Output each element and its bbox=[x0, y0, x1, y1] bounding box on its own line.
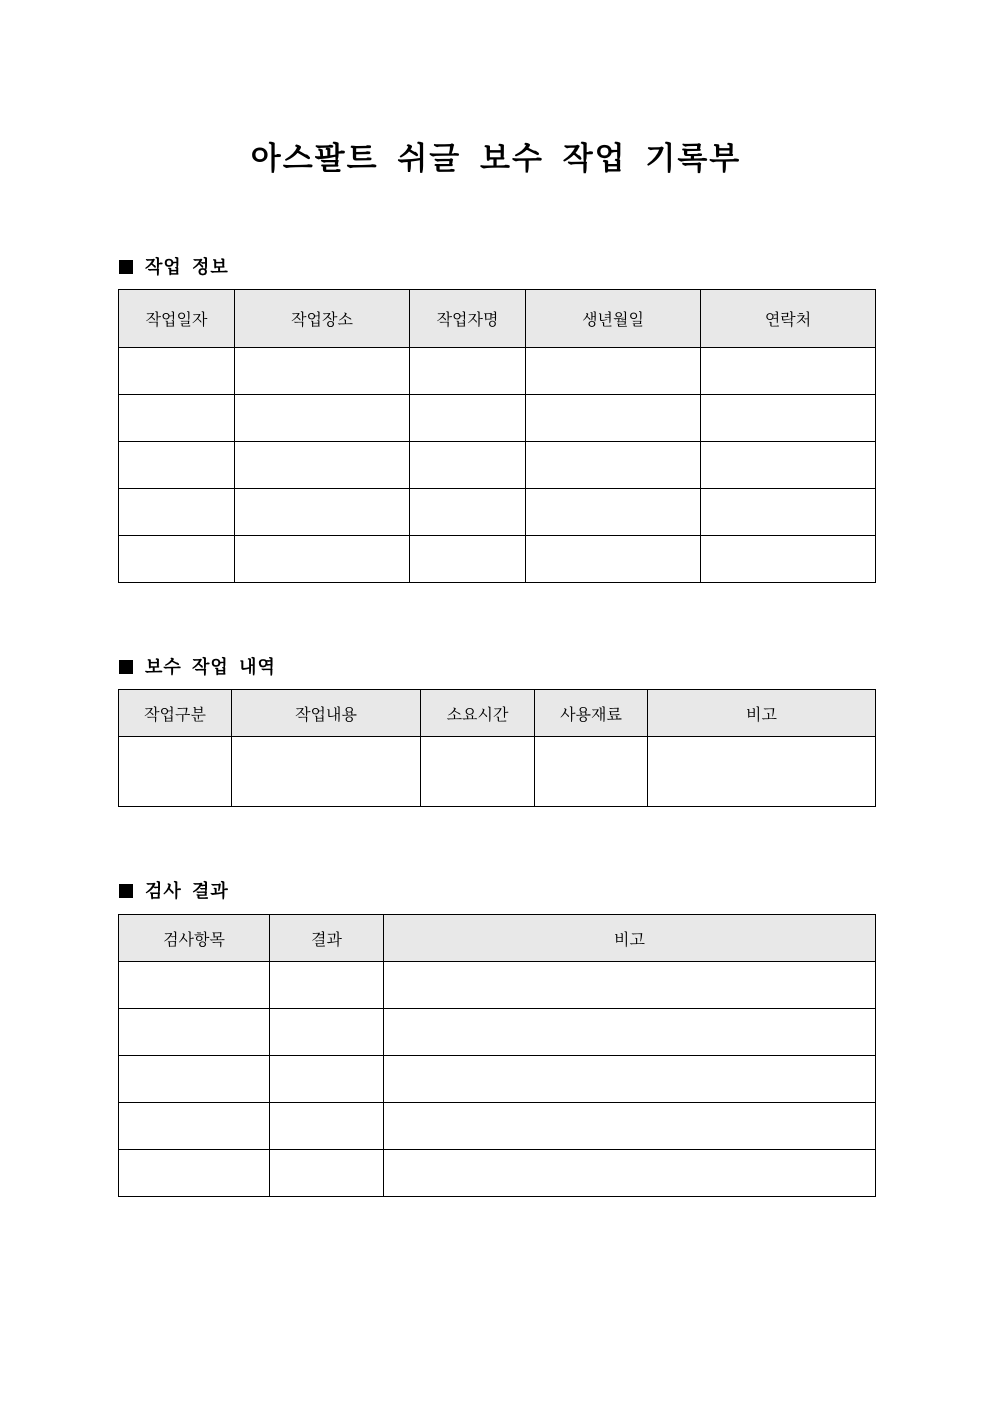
column-header: 작업장소 bbox=[235, 290, 410, 348]
table-cell[interactable] bbox=[410, 489, 526, 536]
work-info-table bbox=[118, 289, 876, 583]
table-cell[interactable] bbox=[119, 395, 235, 442]
column-header: 결과 bbox=[270, 915, 384, 962]
section-heading-inspection bbox=[119, 877, 229, 903]
table-cell[interactable] bbox=[384, 1103, 876, 1150]
column-header: 생년월일 bbox=[526, 290, 701, 348]
table-cell[interactable] bbox=[410, 348, 526, 395]
table-cell[interactable] bbox=[701, 395, 876, 442]
table-cell[interactable] bbox=[119, 536, 235, 583]
section-heading-repair-details bbox=[119, 653, 276, 679]
table-header-row bbox=[119, 915, 876, 962]
section-heading-label: 검사 결과 bbox=[145, 881, 229, 902]
table-cell[interactable] bbox=[270, 962, 384, 1009]
table-cell[interactable] bbox=[701, 489, 876, 536]
repair-details-table bbox=[118, 689, 876, 807]
table-cell[interactable] bbox=[235, 536, 410, 583]
table-cell[interactable] bbox=[384, 1150, 876, 1197]
table-header-row bbox=[119, 290, 876, 348]
table-cell[interactable] bbox=[410, 536, 526, 583]
table-cell[interactable] bbox=[526, 536, 701, 583]
page-title: 아스팔트 쉬글 보수 작업 기록부 bbox=[250, 141, 742, 177]
column-header: 사용재료 bbox=[535, 690, 648, 737]
table-cell[interactable] bbox=[526, 442, 701, 489]
table-cell[interactable] bbox=[119, 737, 232, 807]
table-row bbox=[119, 442, 876, 489]
table-cell[interactable] bbox=[119, 348, 235, 395]
table-cell[interactable] bbox=[119, 442, 235, 489]
column-header: 비고 bbox=[648, 690, 876, 737]
column-header: 비고 bbox=[384, 915, 876, 962]
table-cell[interactable] bbox=[235, 395, 410, 442]
table-row bbox=[119, 962, 876, 1009]
column-header: 소요시간 bbox=[421, 690, 535, 737]
table-row bbox=[119, 395, 876, 442]
table-cell[interactable] bbox=[384, 1056, 876, 1103]
table-row bbox=[119, 1150, 876, 1197]
table-row bbox=[119, 1009, 876, 1056]
table-cell[interactable] bbox=[421, 737, 535, 807]
table-cell[interactable] bbox=[232, 737, 421, 807]
table-cell[interactable] bbox=[119, 1103, 270, 1150]
section-heading-label: 작업 정보 bbox=[145, 257, 229, 278]
column-header: 연락처 bbox=[701, 290, 876, 348]
table-cell[interactable] bbox=[235, 489, 410, 536]
square-bullet-icon bbox=[119, 260, 133, 274]
table-cell[interactable] bbox=[384, 962, 876, 1009]
table-cell[interactable] bbox=[119, 1150, 270, 1197]
table-cell[interactable] bbox=[119, 1009, 270, 1056]
table-row bbox=[119, 536, 876, 583]
table-cell[interactable] bbox=[701, 536, 876, 583]
column-header: 검사항목 bbox=[119, 915, 270, 962]
table-cell[interactable] bbox=[410, 442, 526, 489]
column-header: 작업일자 bbox=[119, 290, 235, 348]
table-cell[interactable] bbox=[701, 348, 876, 395]
square-bullet-icon bbox=[119, 884, 133, 898]
table-cell[interactable] bbox=[410, 395, 526, 442]
section-heading-work-info bbox=[119, 253, 229, 279]
section-heading-label: 보수 작업 내역 bbox=[145, 657, 276, 678]
table-cell[interactable] bbox=[119, 962, 270, 1009]
table-cell[interactable] bbox=[270, 1150, 384, 1197]
table-cell[interactable] bbox=[235, 348, 410, 395]
table-row bbox=[119, 737, 876, 807]
table-header-row bbox=[119, 690, 876, 737]
table-row bbox=[119, 1103, 876, 1150]
table-cell[interactable] bbox=[526, 348, 701, 395]
column-header: 작업내용 bbox=[232, 690, 421, 737]
table-row bbox=[119, 1056, 876, 1103]
table-cell[interactable] bbox=[270, 1103, 384, 1150]
table-cell[interactable] bbox=[119, 1056, 270, 1103]
inspection-table bbox=[118, 914, 876, 1197]
table-cell[interactable] bbox=[384, 1009, 876, 1056]
table-cell[interactable] bbox=[526, 489, 701, 536]
table-cell[interactable] bbox=[270, 1056, 384, 1103]
table-cell[interactable] bbox=[648, 737, 876, 807]
table-cell[interactable] bbox=[270, 1009, 384, 1056]
table-cell[interactable] bbox=[235, 442, 410, 489]
column-header: 작업구분 bbox=[119, 690, 232, 737]
table-cell[interactable] bbox=[526, 395, 701, 442]
table-cell[interactable] bbox=[119, 489, 235, 536]
square-bullet-icon bbox=[119, 660, 133, 674]
table-row bbox=[119, 348, 876, 395]
table-cell[interactable] bbox=[535, 737, 648, 807]
table-cell[interactable] bbox=[701, 442, 876, 489]
column-header: 작업자명 bbox=[410, 290, 526, 348]
table-row bbox=[119, 489, 876, 536]
